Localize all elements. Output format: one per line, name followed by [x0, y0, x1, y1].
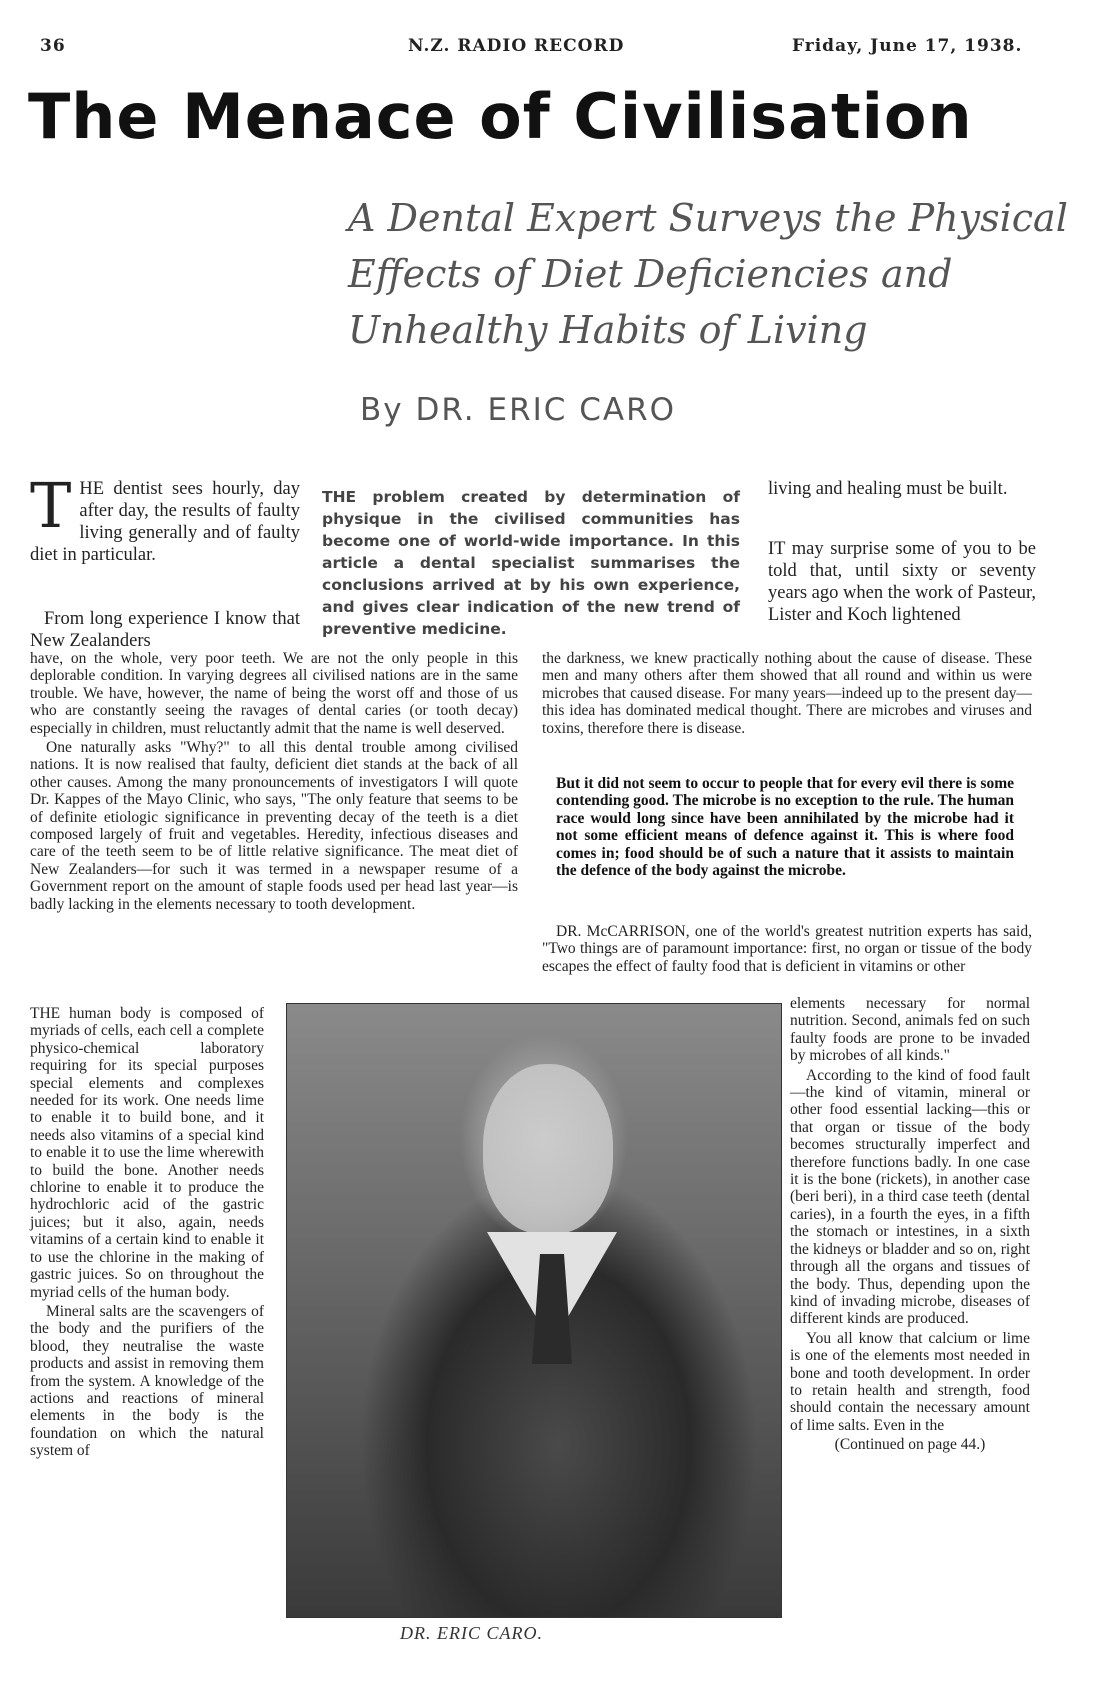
- publication-name: N.Z. RADIO RECORD: [408, 36, 625, 56]
- body-paragraph: have, on the whole, very poor teeth. We are not the only people in this deplorable condition. In varying degrees all civilised nations are in the same trouble. We have, however, the name of being the worst off and those of us who are constantly seeing the ravages of dental caries (or tooth decay) especially in children, must reluctantly admit that the name is well deserved.: [30, 650, 518, 737]
- body-paragraph: the darkness, we knew practically nothing about the cause of disease. These men and many others after them showed that all round and within us were microbes that caused disease. For many years—indeed up to the present day—this idea has dominated medical thought. There are microbes and viruses and toxins, therefore there is disease.: [542, 650, 1032, 737]
- page-number: 36: [40, 36, 66, 56]
- pull-quote: But it did not seem to occur to people that for every evil there is some contending good. The microbe is no exception to the rule. The human race would long since have been annihilated by the microbe had it not some efficient means of defence against it. This is where food comes in; food should be of such a nature that it assists to maintain the defence of the body against the microbe.: [556, 775, 1014, 880]
- body-column-right: [542, 650, 1032, 739]
- mccarrison-paragraph: DR. McCARRISON, one of the world's greatest nutrition experts has said, "Two things are of paramount importance: first, no organ or tissue of the body escapes the effect of faulty food that is deficient in vitamins or other: [542, 923, 1032, 975]
- body-column-left: [30, 650, 518, 915]
- continued-note: (Continued on page 44.): [834, 1436, 986, 1454]
- body-paragraph: THE human body is composed of myriads of cells, each cell a complete physico-chemical laboratory requiring for its special purposes special elements and complexes needed for its work. One needs lime to enable it to build bone, and it needs also vitamins of a special kind to enable it to use the lime wherewith to build the bone. Another needs chlorine to enable it to produce the hydrochloric acid of the gastric juices; but it also, again, needs vitamins of a certain kind to enable it to use the chlorine in the making of gastric juices. So on throughout the myriad cells of the human body.: [30, 1005, 264, 1301]
- article-subtitle: A Dental Expert Surveys the Physical Effects of Diet Deficiencies and Unhealthy Habits of Living: [348, 196, 1068, 352]
- body-paragraph: elements necessary for normal nutrition. Second, animals fed on such faulty foods are prone to be invaded by microbes of all kinds.": [790, 995, 1030, 1065]
- intro-summary: THE problem created by determination of physique in the civilised communities has become one of world-wide importance. In this article a dental specialist summarises the conclusions arrived at by his own experience, and gives clear indication of the new trend of preventive medicine.: [322, 488, 740, 638]
- col3-text-2: IT may surprise some of you to be told that, until sixty or seventy years ago when the work of Pasteur, Lister and Koch lightened: [768, 539, 1036, 625]
- portrait-face: [483, 1064, 613, 1234]
- author-byline: By DR. ERIC CARO: [360, 392, 677, 428]
- body-column-left-lower: [30, 1005, 264, 1462]
- col3-text-1: living and healing must be built.: [768, 479, 1008, 499]
- lede-text: HE dentist sees hourly, day after day, the results of faulty living generally and of faulty diet in particular.: [30, 479, 300, 565]
- photo-caption: DR. ERIC CARO.: [400, 1623, 543, 1643]
- body-paragraph: One naturally asks "Why?" to all this dental trouble among civilised nations. It is now realised that faulty, deficient diet stands at the back of all other causes. Among the many pronouncements of investigators I will quote Dr. Kappes of the Mayo Clinic, who says, "The only feature that seems to be of definite etiologic significance in preventing decay of the teeth is a diet composed largely of fruit and vegetables. Heredity, infectious diseases and care of the teeth seem to be of little relative significance. The meat diet of New Zealanders—for such it was termed in a newspaper resume of a Government report on the amount of staple foods used per head last year—is badly lacking in the elements necessary to tooth development.: [30, 739, 518, 913]
- body-column-right-lower: [790, 995, 1030, 1456]
- body-paragraph: Mineral salts are the scavengers of the body and the purifiers of the blood, they neutralise the waste products and assist in removing them from the system. A knowledge of the actions and reactions of mineral elements in the body is the foundation on which the natural system of: [30, 1302, 264, 1460]
- lede-paragraph-2: From long experience I know that New Zealanders: [30, 609, 300, 651]
- drop-cap: T: [30, 469, 72, 542]
- body-paragraph: You all know that calcium or lime is one of the elements most needed in bone and tooth development. In order to retain health and strength, food should contain the necessary amount of lime salts. Even in the: [790, 1329, 1030, 1434]
- article-title: The Menace of Civilisation: [28, 80, 973, 153]
- issue-date: Friday, June 17, 1938.: [792, 36, 1023, 56]
- author-portrait-photo: [286, 1003, 782, 1618]
- lede-paragraph: [30, 469, 300, 566]
- body-paragraph: According to the kind of food fault—the kind of vitamin, mineral or other food essential lacking—this or that organ or tissue of the body becomes structurally imperfect and therefore functions badly. In one case it is the bone (rickets), in another case (beri beri), in a third case teeth (dental caries), in a fourth the eyes, in a fifth the stomach or intestines, in a sixth the kidneys or bladder and so on, right through all the organs and tissues of the body. Thus, depending upon the kind of invading microbe, diseases of different kinds are produced.: [790, 1066, 1030, 1328]
